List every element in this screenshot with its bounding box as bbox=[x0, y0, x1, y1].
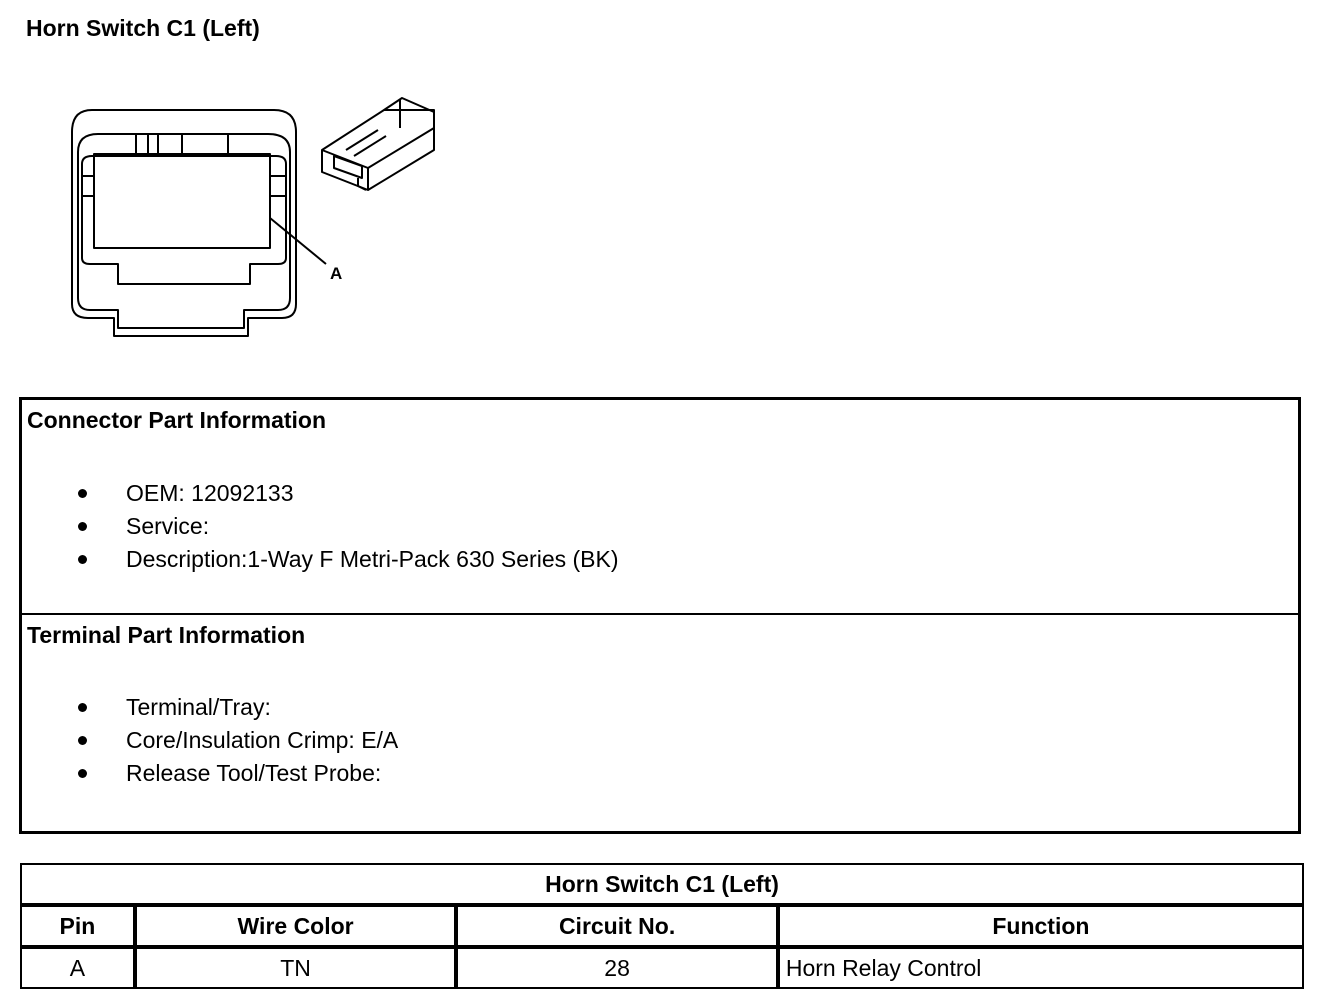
header-pin: Pin bbox=[21, 905, 135, 947]
pin-table bbox=[20, 863, 1304, 989]
cell-function: Horn Relay Control bbox=[778, 947, 1303, 988]
pin-table-header-row bbox=[21, 905, 1303, 947]
connector-iso-view bbox=[322, 98, 434, 190]
terminal-info-section bbox=[19, 613, 1301, 834]
list-item: Service: bbox=[22, 512, 619, 545]
bullet-icon bbox=[78, 522, 87, 531]
page-title: Horn Switch C1 (Left) bbox=[26, 15, 260, 41]
connector-info-list bbox=[22, 479, 619, 578]
connector-info-section bbox=[19, 397, 1301, 615]
header-wire-color: Wire Color bbox=[135, 905, 456, 947]
list-item: Description:1-Way F Metri-Pack 630 Series (BK) bbox=[22, 545, 619, 578]
bullet-icon bbox=[78, 555, 87, 564]
bullet-icon bbox=[78, 489, 87, 498]
list-item: Core/Insulation Crimp: E/A bbox=[22, 726, 398, 759]
cell-pin: A bbox=[21, 947, 135, 988]
callout-label-a: A bbox=[330, 264, 343, 283]
connector-diagram bbox=[0, 0, 460, 350]
cell-circuit-no: 28 bbox=[456, 947, 778, 988]
callout-leader bbox=[270, 218, 326, 264]
cell-wire-color: TN bbox=[135, 947, 456, 988]
bullet-icon bbox=[78, 736, 87, 745]
table-row bbox=[21, 947, 1303, 988]
bullet-icon bbox=[78, 703, 87, 712]
terminal-info-heading: Terminal Part Information bbox=[27, 622, 306, 648]
pin-table-title: Horn Switch C1 (Left) bbox=[21, 864, 1303, 905]
connector-housing-inner bbox=[78, 134, 290, 328]
list-item: Release Tool/Test Probe: bbox=[22, 759, 398, 792]
cavity-frame bbox=[82, 156, 286, 284]
connector-info-heading: Connector Part Information bbox=[27, 407, 327, 433]
terminal-cavity-a bbox=[94, 154, 270, 248]
header-circuit-no: Circuit No. bbox=[456, 905, 778, 947]
header-function: Function bbox=[778, 905, 1303, 947]
list-item: OEM: 12092133 bbox=[22, 479, 619, 512]
terminal-info-list bbox=[22, 693, 398, 792]
list-item: Terminal/Tray: bbox=[22, 693, 398, 726]
bullet-icon bbox=[78, 769, 87, 778]
connector-housing-outline bbox=[72, 110, 296, 336]
